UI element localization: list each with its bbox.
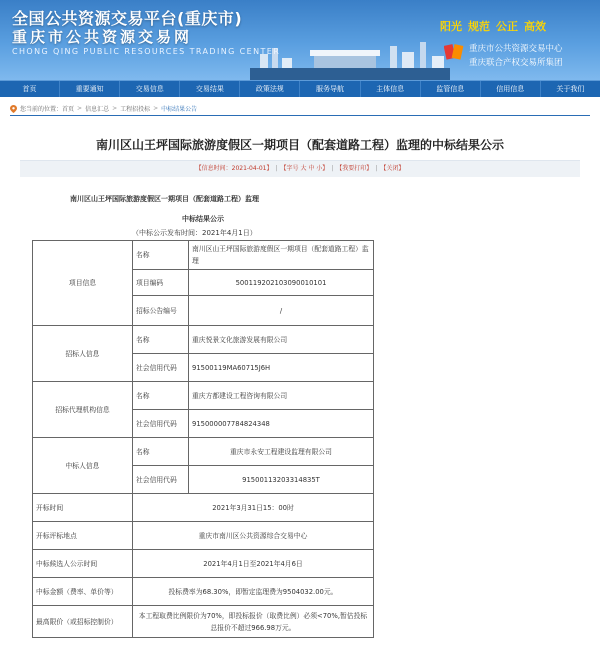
project-heading: 南川区山王坪国际旅游度假区一期项目（配套道路工程）监理 — [70, 195, 259, 203]
nav-policies[interactable]: 政策法规 — [240, 81, 300, 97]
org-logo-icon — [444, 42, 464, 62]
info-separator: | — [375, 165, 378, 172]
organization-names — [469, 42, 563, 70]
site-title-english: CHONG QING PUBLIC RESOURCES TRADING CENTER — [12, 47, 281, 56]
breadcrumb-separator: > — [77, 105, 83, 112]
winner-name-value: 重庆市永安工程建设监理有限公司 — [189, 438, 374, 466]
field-label: 名称 — [133, 438, 189, 466]
location-pin-icon — [10, 105, 17, 113]
platform-title: 全国公共资源交易平台(重庆市) — [12, 9, 243, 28]
pub-period-value: 2021年4月1日至2021年4月6日 — [133, 550, 374, 578]
agency-credit-value: 915000007784824348 — [189, 410, 374, 438]
table-row — [33, 606, 374, 638]
nav-services[interactable]: 服务导航 — [300, 81, 360, 97]
info-separator: | — [331, 165, 334, 172]
info-separator: | — [275, 165, 278, 172]
font-size-control[interactable]: 【字号 大 中 小】 — [280, 165, 329, 172]
tenderer-name-value: 重庆悦景文化旅游发展有限公司 — [189, 326, 374, 354]
field-label: 社会信用代码 — [133, 466, 189, 494]
breadcrumb-item-bidding[interactable]: 工程招投标 — [120, 106, 151, 113]
open-time-value: 2021年3月31日15：00时 — [133, 494, 374, 522]
tenderer-credit-value: 91500119MA60715J6H — [189, 354, 374, 382]
agency-info-label: 招标代理机构信息 — [33, 382, 133, 438]
site-header — [0, 0, 600, 80]
field-label: 社会信用代码 — [133, 354, 189, 382]
info-date: 【信息时间：2021-04-01】 — [195, 165, 273, 172]
main-nav — [0, 80, 600, 97]
field-label: 名称 — [133, 326, 189, 354]
nav-entity-info[interactable]: 主体信息 — [361, 81, 421, 97]
notice-number-value: / — [189, 296, 374, 326]
breadcrumb-label: 您当前的位置： — [20, 106, 63, 113]
max-price-label: 最高限价（或招标控制价） — [33, 606, 133, 638]
winner-credit-value: 91500113203314835T — [189, 466, 374, 494]
breadcrumb — [10, 104, 197, 113]
page-title: 南川区山王坪国际旅游度假区一期项目（配套道路工程）监理的中标结果公示 — [95, 138, 504, 152]
project-name-value: 南川区山王坪国际旅游度假区一期项目（配套道路工程）监理 — [189, 241, 374, 270]
table-row — [33, 550, 374, 578]
slogan: 公正 — [496, 20, 518, 33]
breadcrumb-item-home[interactable]: 首页 — [62, 106, 75, 113]
agency-name-value: 重庆方都建设工程咨询有限公司 — [189, 382, 374, 410]
field-label: 社会信用代码 — [133, 410, 189, 438]
eval-place-label: 开标评标地点 — [33, 522, 133, 550]
breadcrumb-divider — [10, 115, 590, 116]
eval-place-value: 重庆市南川区公共资源综合交易中心 — [133, 522, 374, 550]
table-row — [33, 382, 374, 410]
project-code-value: 500119202103090010101 — [189, 270, 374, 296]
nav-notices[interactable]: 重要通知 — [60, 81, 120, 97]
field-label: 名称 — [133, 241, 189, 270]
table-row — [33, 522, 374, 550]
org-name: 重庆联合产权交易所集团 — [469, 58, 563, 68]
publish-time: （中标公示发布时间：2021年4月1日） — [132, 229, 257, 237]
table-row — [33, 241, 374, 270]
article-info-bar — [20, 160, 580, 177]
tenderer-info-label: 招标人信息 — [33, 326, 133, 382]
nav-trade-info[interactable]: 交易信息 — [120, 81, 180, 97]
breadcrumb-separator: > — [153, 105, 159, 112]
nav-home[interactable]: 首页 — [0, 81, 60, 97]
org-name: 重庆市公共资源交易中心 — [469, 44, 563, 54]
slogan: 阳光 — [440, 20, 462, 33]
field-label: 项目编码 — [133, 270, 189, 296]
breadcrumb-separator: > — [112, 105, 118, 112]
slogan: 高效 — [524, 20, 546, 33]
slogan: 规范 — [468, 20, 490, 33]
site-title: 重庆市公共资源交易网 — [12, 28, 193, 46]
nav-about[interactable]: 关于我们 — [556, 85, 585, 93]
amount-label: 中标金额（费率、单价等） — [33, 578, 133, 606]
table-row — [33, 578, 374, 606]
winner-info-label: 中标人信息 — [33, 438, 133, 494]
nav-supervision[interactable]: 监管信息 — [421, 81, 481, 97]
nav-credit[interactable]: 信用信息 — [481, 81, 541, 97]
max-price-value: 本工程取费比例限价为70%，即投标报价（取费比例）必须<70%,暂估投标总报价不超过966.98万元。 — [133, 606, 374, 638]
result-table — [32, 240, 374, 638]
print-link[interactable]: 【我要打印】 — [336, 165, 373, 172]
open-time-label: 开标时间 — [33, 494, 133, 522]
result-heading: 中标结果公示 — [182, 215, 224, 223]
pub-period-label: 中标候选人公示时间 — [33, 550, 133, 578]
table-row — [33, 438, 374, 466]
project-info-label: 项目信息 — [33, 241, 133, 326]
slogans — [440, 18, 552, 34]
breadcrumb-item-summary[interactable]: 信息汇总 — [85, 106, 110, 113]
field-label: 招标公告编号 — [133, 296, 189, 326]
amount-value: 投标费率为68.30%，即暂定监理费为9504032.00元。 — [133, 578, 374, 606]
table-row — [33, 494, 374, 522]
close-link[interactable]: 【关闭】 — [380, 165, 405, 172]
table-row — [33, 326, 374, 354]
field-label: 名称 — [133, 382, 189, 410]
nav-trade-results[interactable]: 交易结果 — [180, 81, 240, 97]
breadcrumb-item-current[interactable]: 中标结果公告 — [161, 106, 198, 113]
